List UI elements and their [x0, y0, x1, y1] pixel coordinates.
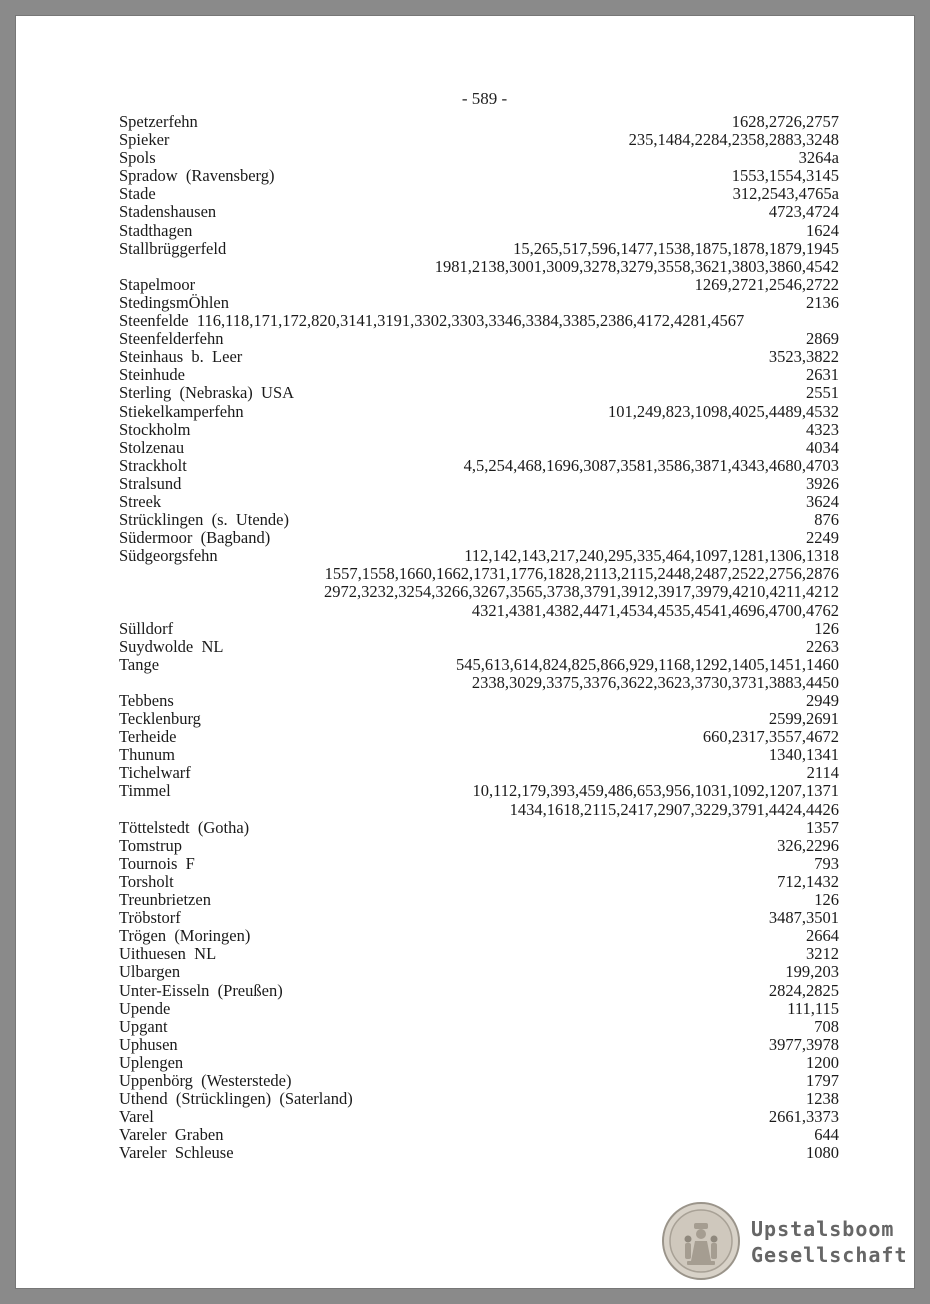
- index-entry: [119, 1054, 839, 1072]
- place-name: Stade: [119, 184, 156, 204]
- index-entry: [119, 656, 839, 692]
- page-references: 2869: [806, 329, 839, 349]
- place-name: Tecklenburg: [119, 709, 201, 729]
- place-name: Uithuesen NL: [119, 944, 217, 964]
- index-entry: [119, 728, 839, 746]
- page-references: 2249: [806, 528, 839, 548]
- index-entry: [119, 203, 839, 221]
- index-entry: [119, 421, 839, 439]
- place-name: Steinhude: [119, 365, 185, 385]
- index-entry: [119, 1108, 839, 1126]
- place-name: Terheide: [119, 727, 177, 747]
- index-entry-row: [119, 728, 839, 746]
- index-entry: [119, 276, 839, 294]
- index-entry-row: [119, 312, 839, 330]
- page-references: 793: [814, 853, 839, 873]
- place-name: Suydwolde NL: [119, 636, 224, 656]
- place-name: Treunbrietzen: [119, 890, 211, 910]
- place-name: Ulbargen: [119, 962, 181, 982]
- index-entry-row: [119, 692, 839, 710]
- page-references: 4,5,254,468,1696,3087,3581,3586,3871,4343,4680,4703: [463, 455, 839, 475]
- page-references: 3624: [806, 491, 839, 511]
- index-entry-row: [119, 656, 839, 674]
- index-entry: [119, 710, 839, 728]
- place-name: Tange: [119, 654, 160, 674]
- index-entry-row: [119, 620, 839, 638]
- page-references: 1080: [806, 1143, 839, 1163]
- index-entry: [119, 475, 839, 493]
- index-entry-row: [119, 403, 839, 421]
- place-name: Stiekelkamperfehn: [119, 401, 244, 421]
- index-entry-row: [119, 330, 839, 348]
- index-entry-row: [119, 547, 839, 565]
- place-name: Stallbrüggerfeld: [119, 238, 227, 258]
- place-name: Strackholt: [119, 455, 187, 475]
- page-references: 2664: [806, 926, 839, 946]
- index-entry-row: [119, 1126, 839, 1144]
- place-name: Vareler Graben: [119, 1125, 224, 1145]
- index-entry: [119, 384, 839, 402]
- page-references: 1628,2726,2757: [731, 112, 839, 131]
- index-entry-row: [119, 855, 839, 873]
- index-entry: [119, 167, 839, 185]
- index-entry: [119, 403, 839, 421]
- index-entry-row: [119, 421, 839, 439]
- index-entry: [119, 113, 839, 131]
- index-entry: [119, 855, 839, 873]
- index-entry: [119, 547, 839, 619]
- place-name: Varel: [119, 1107, 154, 1127]
- index-entry: [119, 764, 839, 782]
- index-entry-row: [119, 457, 839, 475]
- index-entry: [119, 1000, 839, 1018]
- page-references-continued: 2972,3232,3254,3266,3267,3565,3738,3791,3912,3917,3979,4210,4211,4212: [323, 582, 839, 602]
- index-entry-row: [119, 1054, 839, 1072]
- index-entry: [119, 963, 839, 981]
- index-entry: [119, 366, 839, 384]
- index-entry-row: [119, 837, 839, 855]
- index-entry: [119, 819, 839, 837]
- place-name: Uplengen: [119, 1052, 184, 1072]
- index-entry: [119, 873, 839, 891]
- page-references: 1340,1341: [768, 745, 839, 765]
- index-entries: [119, 113, 839, 1162]
- index-entry-row: [119, 529, 839, 547]
- page-references: 199,203: [785, 962, 839, 982]
- place-name: Stapelmoor: [119, 274, 196, 294]
- index-entry-row: [119, 222, 839, 240]
- page-references: 1357: [806, 817, 839, 837]
- place-name: Uppenbörg (Westerstede): [119, 1070, 292, 1090]
- society-name-line1: Upstalsboom: [751, 1217, 895, 1241]
- place-name: Spetzerfehn: [119, 112, 198, 131]
- page-references-continued: 1434,1618,2115,2417,2907,3229,3791,4424,4426: [509, 799, 839, 819]
- place-name: Stolzenau: [119, 437, 185, 457]
- place-name: Stadthagen: [119, 220, 193, 240]
- place-name: Spieker: [119, 130, 170, 150]
- place-name: Spradow (Ravensberg): [119, 166, 275, 186]
- page-references: 708: [814, 1016, 839, 1036]
- page-references: 2661,3373: [768, 1107, 839, 1127]
- page-references: 10,112,179,393,459,486,653,956,1031,1092,1207,1371: [472, 781, 839, 801]
- page-references-continued: 1557,1558,1660,1662,1731,1776,1828,2113,2115,2448,2487,2522,2756,2876: [324, 564, 839, 584]
- index-entry: [119, 945, 839, 963]
- place-name: Upgant: [119, 1016, 168, 1036]
- page-references: 644: [814, 1125, 839, 1145]
- index-entry-row: [119, 819, 839, 837]
- page-references: 2599,2691: [768, 709, 839, 729]
- index-entry-row: [119, 638, 839, 656]
- page-references: 1624: [806, 220, 839, 240]
- page-references: 2551: [806, 383, 839, 403]
- page-references: 2114: [806, 763, 839, 783]
- page-references: 660,2317,3557,4672: [702, 727, 839, 747]
- index-entry: [119, 348, 839, 366]
- place-name: Sülldorf: [119, 618, 174, 638]
- page-references: 112,142,143,217,240,295,335,464,1097,1281,1306,1318: [464, 546, 839, 566]
- page-references-continued: 4321,4381,4382,4471,4534,4535,4541,4696,4700,4762: [471, 600, 839, 620]
- place-name: Uthend (Strücklingen) (Saterland): [119, 1089, 353, 1109]
- index-entry: [119, 891, 839, 909]
- page-references: 101,249,823,1098,4025,4489,4532: [608, 401, 839, 421]
- place-name: Unter-Eisseln (Preußen): [119, 980, 283, 1000]
- page-number: - 589 -: [461, 89, 508, 108]
- place-name: Vareler Schleuse: [119, 1143, 234, 1163]
- index-entry-row: [119, 511, 839, 529]
- index-entry-row: [119, 185, 839, 203]
- page-references: 1238: [806, 1089, 839, 1109]
- page-references: 2136: [806, 292, 839, 312]
- index-entry-row: [119, 746, 839, 764]
- place-name: Tichelwarf: [119, 763, 191, 783]
- page-references: 126: [814, 618, 839, 638]
- index-entry: [119, 511, 839, 529]
- index-entry-row: [119, 1108, 839, 1126]
- place-name: Stockholm: [119, 419, 191, 439]
- place-name: Stadenshausen: [119, 202, 217, 222]
- index-entry: [119, 927, 839, 945]
- index-entry-row: [119, 384, 839, 402]
- document-page: [16, 16, 914, 1288]
- index-entry-row: [119, 1144, 839, 1162]
- page-references: 1553,1554,3145: [731, 166, 839, 186]
- index-entry-row: [119, 927, 839, 945]
- page-references: 2631: [806, 365, 839, 385]
- place-name: Töttelstedt (Gotha): [119, 817, 250, 837]
- index-entry: [119, 312, 839, 330]
- page-references: 3264a: [798, 148, 839, 168]
- place-name: Spols: [119, 148, 156, 168]
- page-references: 1797: [806, 1070, 839, 1090]
- society-name: [751, 1216, 908, 1268]
- place-name: Steenfelderfehn: [119, 329, 224, 349]
- index-entry: [119, 1018, 839, 1036]
- place-name: Tomstrup: [119, 835, 183, 855]
- index-entry-row: [119, 963, 839, 981]
- society-name-line2: Gesellschaft: [751, 1243, 908, 1267]
- place-name: Südermoor (Bagband): [119, 528, 271, 548]
- index-entry: [119, 909, 839, 927]
- page-references: 3487,3501: [768, 908, 839, 928]
- index-entry-row: [119, 1018, 839, 1036]
- index-entry-row: [119, 475, 839, 493]
- page-references: 4723,4724: [768, 202, 839, 222]
- index-entry: [119, 529, 839, 547]
- page-references: 876: [814, 510, 839, 530]
- index-entry: [119, 982, 839, 1000]
- page-references: 3212: [806, 944, 839, 964]
- index-entry: [119, 1090, 839, 1108]
- index-entry-row: [119, 982, 839, 1000]
- page-references-continued: 2338,3029,3375,3376,3622,3623,3730,3731,3883,4450: [471, 672, 839, 692]
- place-name: Thunum: [119, 745, 175, 765]
- index-entry: [119, 1144, 839, 1162]
- page-references-continued: 1981,2138,3001,3009,3278,3279,3558,3621,3803,3860,4542: [434, 256, 839, 276]
- page-references: 4034: [806, 437, 839, 457]
- index-entry: [119, 1072, 839, 1090]
- index-entry: [119, 620, 839, 638]
- page-references: 3523,3822: [768, 347, 839, 367]
- page-references: 326,2296: [777, 835, 839, 855]
- index-entry-row: [119, 113, 839, 131]
- place-name: Upende: [119, 998, 171, 1018]
- place-name: Uphusen: [119, 1034, 178, 1054]
- page-references: 3977,3978: [768, 1034, 839, 1054]
- place-name: StedingsmÖhlen: [119, 292, 229, 312]
- place-name: Tebbens: [119, 691, 174, 710]
- place-name: Steenfelde 116,118,171,172,820,3141,3191,3302,3303,3346,3384,3385,2386,4172,4281,4567: [119, 311, 745, 331]
- page-references: 712,1432: [777, 871, 839, 891]
- index-entry-row: [119, 240, 839, 258]
- index-entry-row: [119, 1000, 839, 1018]
- index-entry: [119, 330, 839, 348]
- index-entry-row: [119, 909, 839, 927]
- page-references: 111,115: [787, 998, 839, 1018]
- index-entry: [119, 493, 839, 511]
- index-entry: [119, 185, 839, 203]
- index-entry: [119, 240, 839, 276]
- page-references: 235,1484,2284,2358,2883,3248: [628, 130, 839, 150]
- page-references: 312,2543,4765a: [732, 184, 839, 204]
- page-references: 1200: [806, 1052, 839, 1072]
- place-name: Streek: [119, 491, 162, 511]
- page-references: 2263: [806, 636, 839, 656]
- index-entry: [119, 1126, 839, 1144]
- page-references: 126: [814, 890, 839, 910]
- index-entry: [119, 439, 839, 457]
- index-entry: [119, 1036, 839, 1054]
- page-references: 3926: [806, 473, 839, 493]
- index-entry: [119, 782, 839, 818]
- place-name: Sterling (Nebraska) USA: [119, 383, 295, 403]
- index-entry-row: [119, 149, 839, 167]
- place-name: Trögen (Moringen): [119, 926, 251, 946]
- index-entry: [119, 457, 839, 475]
- place-name: Timmel: [119, 781, 171, 801]
- index-entry-row: [119, 891, 839, 909]
- index-entry-row: [119, 493, 839, 511]
- index-entry: [119, 131, 839, 149]
- index-entry-row: [119, 710, 839, 728]
- index-entry-row: [119, 873, 839, 891]
- index-entry-row: [119, 1072, 839, 1090]
- index-entry-row: [119, 439, 839, 457]
- page-references: 545,613,614,824,825,866,929,1168,1292,1405,1451,1460: [455, 654, 839, 674]
- page-references: 2824,2825: [768, 980, 839, 1000]
- index-entry-row: [119, 348, 839, 366]
- index-entry: [119, 746, 839, 764]
- index-entry-row: [119, 366, 839, 384]
- society-seal-logo: [661, 1201, 741, 1281]
- place-name: Tröbstorf: [119, 908, 181, 928]
- index-entry: [119, 638, 839, 656]
- page-references: 15,265,517,596,1477,1538,1875,1878,1879,1945: [513, 238, 839, 258]
- index-entry-row: [119, 294, 839, 312]
- index-entry: [119, 692, 839, 710]
- index-entry: [119, 222, 839, 240]
- index-entry: [119, 837, 839, 855]
- index-entry-row: [119, 276, 839, 294]
- index-entry-row: [119, 945, 839, 963]
- page-references: 2949: [806, 691, 839, 710]
- index-entry-row: [119, 167, 839, 185]
- index-entry-row: [119, 764, 839, 782]
- place-name: Stralsund: [119, 473, 182, 493]
- index-entry-row: [119, 203, 839, 221]
- place-name: Strücklingen (s. Utende): [119, 510, 290, 530]
- index-entry-row: [119, 1090, 839, 1108]
- place-name: Steinhaus b. Leer: [119, 347, 243, 367]
- page-references: 4323: [806, 419, 839, 439]
- page-references: 1269,2721,2546,2722: [694, 274, 839, 294]
- index-entry-row: [119, 131, 839, 149]
- index-entry-row: [119, 782, 839, 800]
- place-name: Torsholt: [119, 871, 174, 891]
- place-name: Tournois F: [119, 853, 195, 873]
- index-entry: [119, 294, 839, 312]
- index-entry-row: [119, 1036, 839, 1054]
- index-entry: [119, 149, 839, 167]
- place-name: Südgeorgsfehn: [119, 546, 218, 566]
